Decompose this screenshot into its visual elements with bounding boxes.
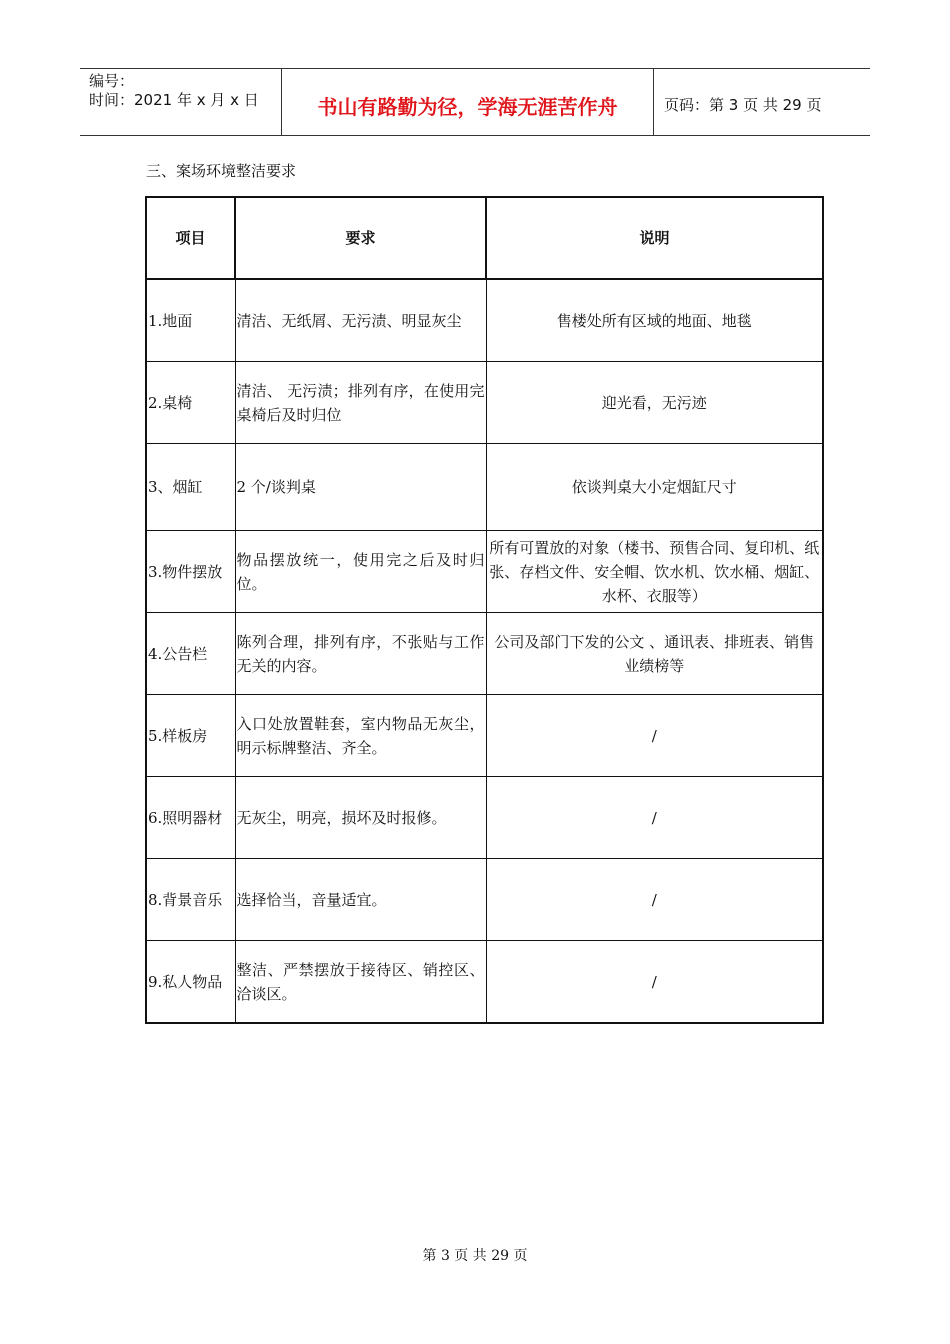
row-requirement: 整洁、严禁摆放于接待区、销控区、洽谈区。	[235, 941, 486, 1024]
section-title: 三、案场环境整洁要求	[146, 162, 297, 180]
row-requirement: 选择恰当，音量适宜。	[235, 859, 486, 941]
table-row	[146, 279, 823, 362]
row-note: /	[486, 777, 823, 859]
table-row	[146, 859, 823, 941]
row-requirement: 陈列合理，排列有序，不张贴与工作无关的内容。	[235, 613, 486, 695]
row-item: 9.私人物品	[146, 941, 235, 1024]
row-note: /	[486, 859, 823, 941]
header-page-info: 页码：第 3 页 共 29 页	[664, 95, 822, 114]
column-header-item: 项目	[146, 197, 235, 279]
row-requirement: 物品摆放统一，使用完之后及时归位。	[235, 531, 486, 613]
column-header-note: 说明	[486, 197, 823, 279]
document-date: 时间：2021 年 x 月 x 日	[89, 91, 259, 109]
row-item: 5.样板房	[146, 695, 235, 777]
row-item: 6.照明器材	[146, 777, 235, 859]
row-requirement: 入口处放置鞋套，室内物品无灰尘，明示标牌整洁、齐全。	[235, 695, 486, 777]
column-header-requirement: 要求	[235, 197, 486, 279]
page-footer: 第 3 页 共 29 页	[422, 1248, 528, 1264]
table-row	[146, 531, 823, 613]
header-meta	[80, 69, 282, 135]
row-note: 迎光看，无污迹	[486, 362, 823, 444]
table-row	[146, 941, 823, 1024]
header-motto: 书山有路勤为径，学海无涯苦作舟	[282, 69, 654, 135]
table-row	[146, 362, 823, 444]
row-item: 8.背景音乐	[146, 859, 235, 941]
row-note: 公司及部门下发的公文 、通讯表、排班表、销售业绩榜等	[486, 613, 823, 695]
row-requirement: 2 个/谈判桌	[235, 444, 486, 531]
table-row	[146, 777, 823, 859]
table-header-row	[146, 197, 823, 279]
row-note: 依谈判桌大小定烟缸尺寸	[486, 444, 823, 531]
document-number-label: 编号：	[89, 72, 135, 90]
row-item: 3.物件摆放	[146, 531, 235, 613]
row-item: 1.地面	[146, 279, 235, 362]
row-item: 2.桌椅	[146, 362, 235, 444]
row-requirement: 无灰尘，明亮，损坏及时报修。	[235, 777, 486, 859]
row-note: /	[486, 695, 823, 777]
table-row	[146, 695, 823, 777]
table-row	[146, 613, 823, 695]
row-requirement: 清洁、无纸屑、无污渍、明显灰尘	[235, 279, 486, 362]
row-note: 所有可置放的对象（楼书、预售合同、复印机、纸张、存档文件、安全帽、饮水机、饮水桶、烟缸、水杯、衣服等）	[486, 531, 823, 613]
row-item: 3、烟缸	[146, 444, 235, 531]
page-header	[80, 68, 870, 136]
row-requirement: 清洁、 无污渍；排列有序，在使用完桌椅后及时归位	[235, 362, 486, 444]
row-note: 售楼处所有区域的地面、地毯	[486, 279, 823, 362]
requirements-table	[145, 196, 824, 1024]
table-row	[146, 444, 823, 531]
row-note: /	[486, 941, 823, 1024]
row-item: 4.公告栏	[146, 613, 235, 695]
